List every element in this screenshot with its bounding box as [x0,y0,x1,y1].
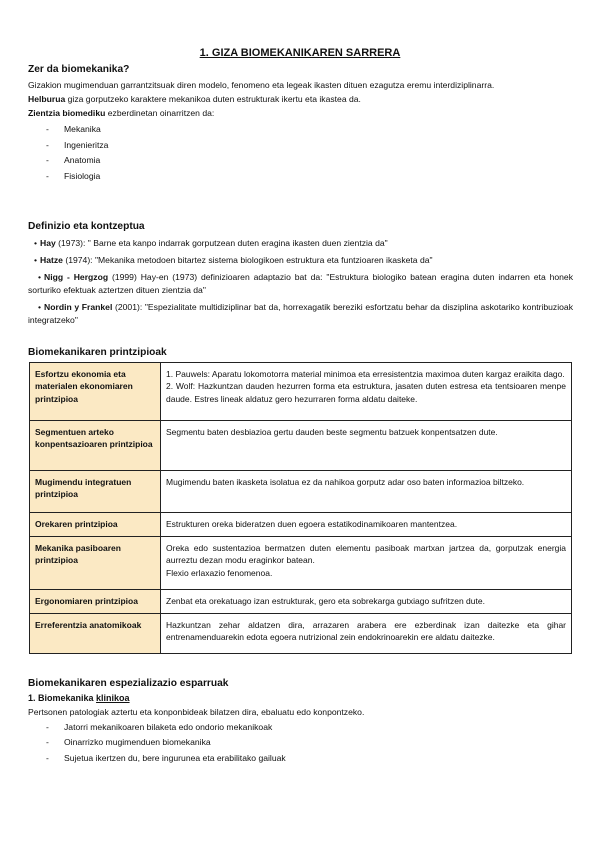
description-line: Estrukturen oreka bideratzen duen egoera estatikodinamikoaren mantentzea. [166,519,458,529]
principles-table [29,362,572,654]
description-line: 2. Wolf: Hazkuntzan dauden hezurren forma eta estruktura, jasaten duten estresa eta tentsioaren menpe daude. Estres lineak aldatuz gero hezurraren forma aldatu daiteke. [166,381,566,404]
description-line: Hazkuntzan zehar aldatzen dira, arrazaren arabera ere ezberdinak izan daitezke eta gihar entrenamenduarekin edota egoera nutrizional zein endokrinoarekin ere aldatu daitezke. [166,620,566,643]
principle-name: Erreferentzia anatomikoak [30,614,161,654]
author-name: Hay [40,238,56,249]
section-heading: Zer da biomekanika? [28,64,130,75]
section-printzipioak [28,345,573,360]
table-row [30,363,572,421]
author-name: Nigg - Hergzog [44,272,109,283]
intro-paragraph: Gizakion mugimenduan garrantzitsuak diren modelo, fenomeno eta legeak ikasten dituen ezagutza eremu interdiziplinarra. [28,80,495,91]
section-heading: Biomekanikaren espezializazio esparruak [28,678,229,689]
table-row [30,537,572,590]
section-heading: Definizio eta kontzeptua [28,221,145,232]
principle-description [161,421,572,471]
list-item: - Sujetua ikertzen du, bere ingurunea eta erabilitako gailuak [28,752,573,768]
list-item: • Nigg - Hergzog (1999) Hay-en (1973) definizioaren adaptazio bat da: "Estruktura biologiko batean eragina duten indarren eta honek sorturiko efektuak aztertzen dituen zientzia da" [28,272,574,295]
subsection-heading [28,692,573,706]
zientzia-label: Zientzia biomediku [28,108,106,119]
definition-text: (2001): "Espezialitate multidiziplinar bat da, horrexagatik bereziki esfortzatu behar da disziplina askotariko kontribuzioak integratzeko" [28,301,573,325]
page-title: 1. GIZA BIOMEKANIKAREN SARRERA [199,47,401,59]
author-name: Nordin y Frankel [44,301,113,312]
author-name: Hatze [40,255,63,266]
principle-description [161,363,572,421]
description-line: Flexio erlaxazio fenomenoa. [166,567,273,578]
list-item: • Hay (1973): " Barne eta kanpo indarrak gorputzean duten eragina ikasten duen zientzia da" [34,238,388,249]
list-item: - Mekanika [28,123,573,139]
description-line: Mugimendu baten ikasketa isolatua ez da nahikoa gorputz adar oso baten informazioa biltzeko. [166,477,525,487]
principle-name: Segmentuen arteko konpentsazioaren printzipioa [30,421,161,471]
list-item: - Ingenieritza [28,139,573,155]
principle-name: Mugimendu integratuen printzipioa [30,471,161,513]
helburua-label: Helburua [28,94,66,105]
table-row [30,614,572,654]
definition-text: (1999) Hay-en (1973) definizioaren adaptazio bat da: "Estruktura biologiko batean eragina duten indarren eta honek sorturiko efektuak aztertzen dituen zientzia da" [28,272,574,295]
description-line: 1. Pauwels: Aparatu lokomotorra material minimoa eta erresistentzia maximoa duten kargaz eraikita dago. [166,369,565,379]
list-item: - Jatorri mekanikoaren bilaketa edo ondorio mekanikoak [28,721,573,737]
definition-text: (1973): " Barne eta kanpo indarrak gorputzean duten eragina ikasten duen zientzia da" [55,238,388,249]
principle-name: Orekaren printzipioa [30,513,161,537]
intro-paragraph: Pertsonen patologiak aztertu eta konponbideak bilatzen dira, ebaluatu edo konpontzeko. [28,706,365,717]
description-line: Oreka edo sustentazioa bermatzen duten elementu pasiboak martxan jartzea da, gorputzak energia aurreztu dezan modu eraginkor batean. [166,543,566,566]
subsection-number: 1. Biomekanika [28,693,97,704]
description-line: Segmentu baten desbiazioa gertu dauden beste segmentu batzuek konpentsatzen dute. [166,427,498,437]
subsection-term: klinikoa [96,693,130,704]
section-heading: Biomekanikaren printzipioak [28,347,167,358]
description-line: Zenbat eta orekatuago izan estrukturak, gero eta sobrekarga gutxiago sufritzen dute. [166,596,485,606]
table-row [30,590,572,614]
section-zer-da [28,62,573,185]
principle-description [161,537,572,590]
principle-name: Mekanika pasiboaren printzipioa [30,537,161,590]
table-row [30,421,572,471]
principle-name: Ergonomiaren printzipioa [30,590,161,614]
discipline-list [28,123,573,185]
zientzia-paragraph [28,107,573,120]
table-row [30,513,572,537]
principle-name: Esfortzu ekonomia eta materialen ekonomiaren printzipioa [30,363,161,421]
principle-description [161,513,572,537]
section-espezializazio [28,676,573,767]
zientzia-text: ezberdinetan oinarritzen da: [105,108,215,119]
principle-description [161,590,572,614]
list-item: - Oinarrizko mugimenduen biomekanika [28,736,573,752]
list-item: • Hatze (1974): "Mekanika metodoen bitartez sistema biologikoen estruktura eta funtzioaren ikasketa da" [34,255,433,266]
list-item: - Anatomia [28,154,573,170]
helburua-text: giza gorputzeko karaktere mekanikoa duten estrukturak ikertu eta ikastea da. [65,94,361,105]
list-item: - Fisiologia [28,170,573,186]
principle-description [161,614,572,654]
principle-description [161,471,572,513]
helburua-paragraph [28,93,573,106]
list-item: • Nordin y Frankel (2001): "Espezialitate multidiziplinar bat da, horrexagatik bereziki esfortzatu behar da disziplina askotariko kontribuzioak integratzeko" [28,301,573,325]
definition-list [28,237,573,326]
section-definizio [28,219,573,331]
definition-text: (1974): "Mekanika metodoen bitartez sistema biologikoen estruktura eta funtzioaren ikasketa da" [62,255,433,266]
clinical-list [28,721,573,768]
table-row [30,471,572,513]
